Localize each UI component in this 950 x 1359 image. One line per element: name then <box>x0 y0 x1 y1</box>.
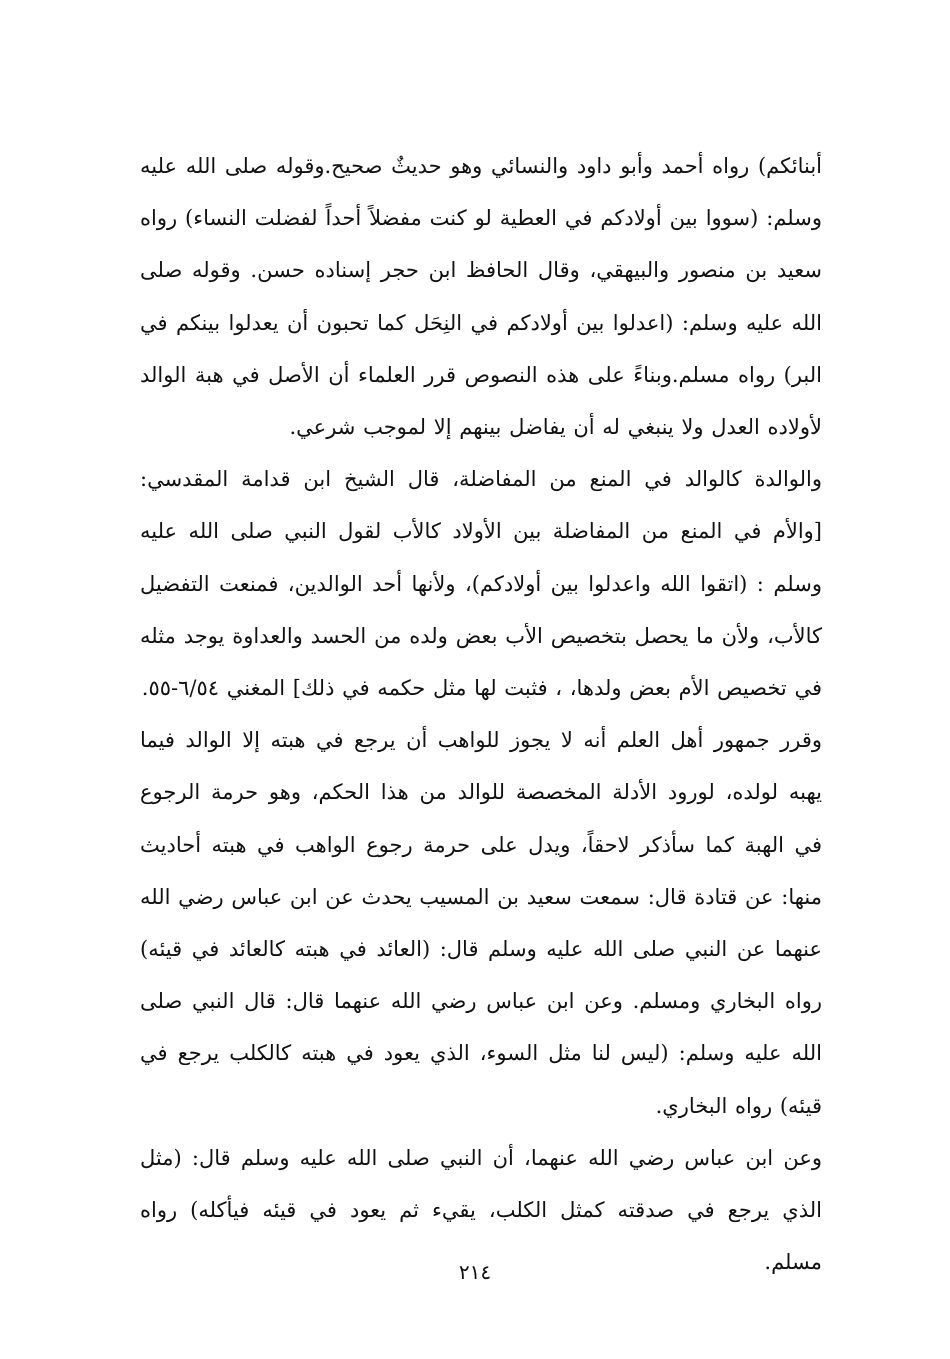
body-text <box>140 140 822 1288</box>
paragraph-3: وقرر جمهور أهل العلم أنه لا يجوز للواهب أن يرجع في هبته إلا الوالد فيما يهبه لولده، لورود الأدلة المخصصة للوالد من هذا الحكم، وهو حرمة الرجوع في الهبة كما سأذكر لاحقاً، ويدل على حرمة رجوع الواهب في هبته أحاديث منها: عن قتادة قال: سمعت سعيد بن المسيب يحدث عن ابن عباس رضي الله عنهما عن النبي صلى الله عليه وسلم قال: (العائد في هبته كالعائد في قيئه) رواه البخاري ومسلم. وعن ابن عباس رضي الله عنهما قال: قال النبي صلى الله عليه وسلم: (ليس لنا مثل السوء، الذي يعود في هبته كالكلب يرجع في قيئه) رواه البخاري. <box>140 728 822 1118</box>
page-number: ٢١٤ <box>458 1260 492 1284</box>
paragraph-1: أبنائكم) رواه أحمد وأبو داود والنسائي وهو حديثٌ صحيح.وقوله صلى الله عليه وسلم: (سووا بين أولادكم في العطية لو كنت مفضلاً أحداً لفضلت النساء) رواه سعيد بن منصور والبيهقي، وقال الحافظ ابن حجر إسناده حسن. وقوله صلى الله عليه وسلم: (اعدلوا بين أولادكم في النِحَل كما تحبون أن يعدلوا بينكم في البر) رواه مسلم.وبناءً على هذه النصوص قرر العلماء أن الأصل في هبة الوالد لأولاده العدل ولا ينبغي له أن يفاضل بينهم إلا لموجب شرعي. <box>140 154 822 440</box>
paragraph-2: والوالدة كالوالد في المنع من المفاضلة، قال الشيخ ابن قدامة المقدسي: [والأم في المنع من المفاضلة بين الأولاد كالأب لقول النبي صلى الله عليه وسلم : (اتقوا الله واعدلوا بين أولادكم)، ولأنها أحد الوالدين، فمنعت التفضيل كالأب، ولأن ما يحصل بتخصيص الأب بعض ولده من الحسد والعداوة يوجد مثله في تخصيص الأم بعض ولدها، ، فثبت لها مثل حكمه في ذلك] المغني ٦/٥٤-٥٥. <box>140 467 822 701</box>
paragraph-4: وعن ابن عباس رضي الله عنهما، أن النبي صلى الله عليه وسلم قال: (مثل الذي يرجع في صدقته كمثل الكلب، يقيء ثم يعود في قيئه فيأكله) رواه مسلم. <box>140 1145 822 1275</box>
